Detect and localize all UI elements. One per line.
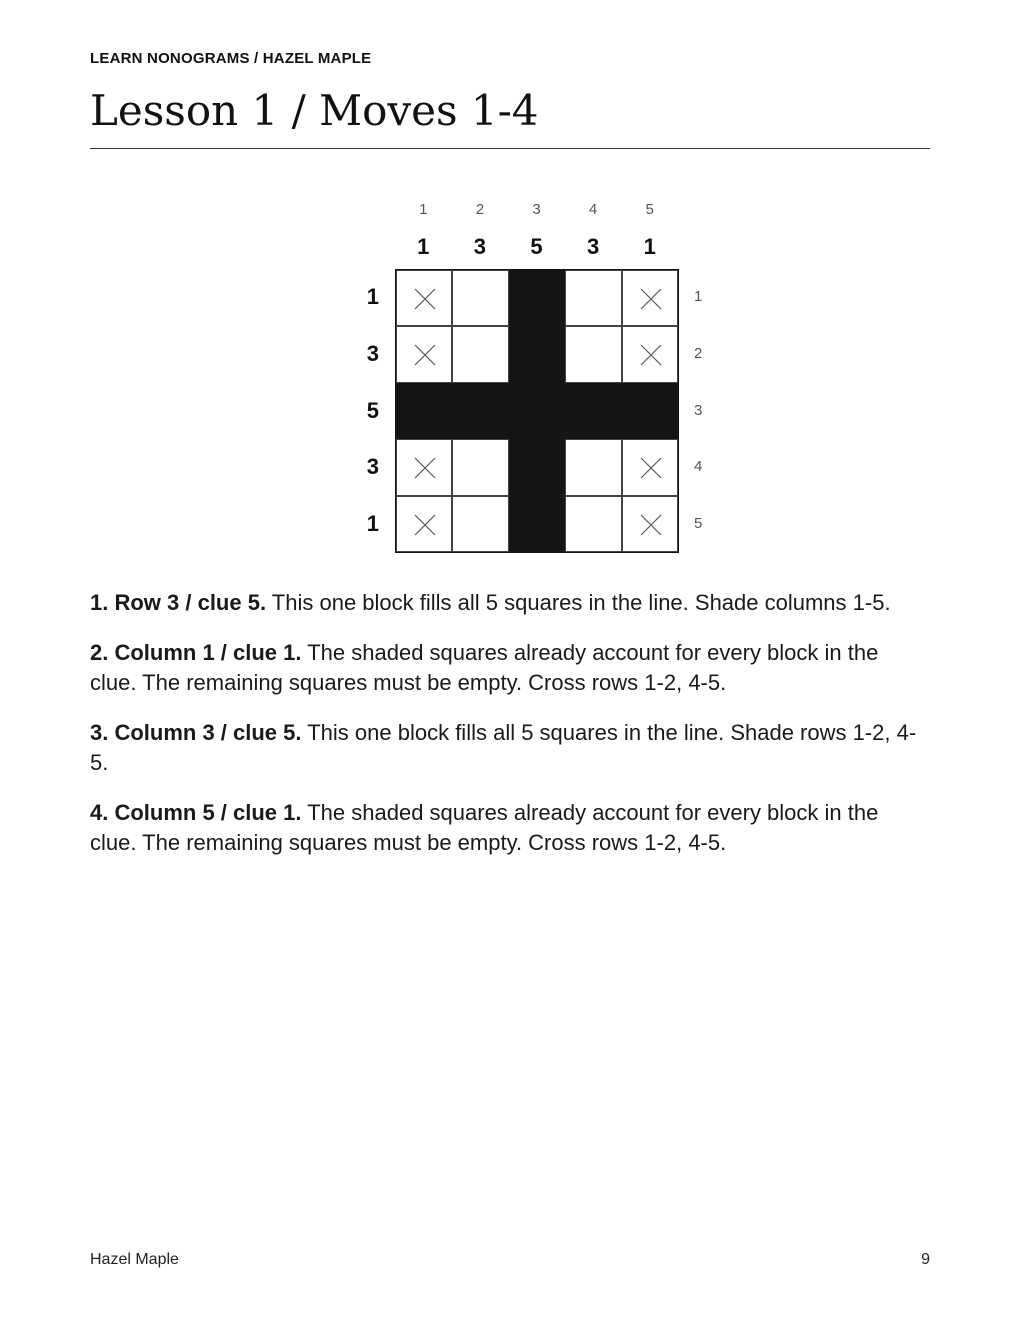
shaded-cell[interactable] <box>509 326 565 382</box>
crossed-cell[interactable] <box>622 326 678 382</box>
empty-cell[interactable] <box>452 326 508 382</box>
row-clue-5: 1 <box>366 510 379 536</box>
cross-mark-icon <box>623 271 679 327</box>
row-index-1: 1 <box>694 288 703 306</box>
cross-mark-icon <box>623 440 679 496</box>
crossed-cell[interactable] <box>622 439 678 495</box>
shaded-cell[interactable] <box>452 383 508 439</box>
move-step-4 <box>90 798 930 858</box>
column-clue-5: 1 <box>643 234 656 259</box>
empty-cell[interactable] <box>452 439 508 495</box>
crossed-cell[interactable] <box>622 496 678 552</box>
crossed-cell[interactable] <box>396 270 452 326</box>
row-index-3: 3 <box>694 401 703 419</box>
cross-mark-icon <box>397 497 453 553</box>
empty-cell[interactable] <box>565 326 621 382</box>
cross-mark-icon <box>397 440 453 496</box>
nonogram-grid <box>395 269 679 553</box>
column-index-5: 5 <box>645 201 654 218</box>
move-step-label: 3. Column 3 / clue 5. <box>90 720 302 745</box>
nonogram-puzzle <box>90 0 930 560</box>
column-clue-4: 3 <box>586 234 600 259</box>
shaded-cell[interactable] <box>509 383 565 439</box>
empty-cell[interactable] <box>452 496 508 552</box>
column-clue-2: 3 <box>473 234 487 259</box>
row-clue-4: 3 <box>366 454 379 480</box>
crossed-cell[interactable] <box>396 496 452 552</box>
move-step-label: 2. Column 1 / clue 1. <box>90 640 302 665</box>
row-clue-2: 3 <box>366 340 379 366</box>
column-clue-3: 5 <box>530 234 543 259</box>
move-step-label: 4. Column 5 / clue 1. <box>90 800 302 825</box>
column-index-2: 2 <box>475 201 485 218</box>
empty-cell[interactable] <box>565 496 621 552</box>
column-index-3: 3 <box>532 201 541 218</box>
page-title: Lesson 1 / Moves 1-4 <box>90 86 539 135</box>
page <box>90 0 930 1320</box>
row-clue-3: 5 <box>366 397 379 423</box>
row-index-5: 5 <box>694 514 703 532</box>
cross-mark-icon <box>397 271 453 327</box>
column-index-4: 4 <box>588 201 598 218</box>
cross-mark-icon <box>623 497 679 553</box>
column-clue-1: 1 <box>417 234 430 259</box>
cross-mark-icon <box>623 327 679 383</box>
crossed-cell[interactable] <box>622 270 678 326</box>
move-step-2 <box>90 638 930 698</box>
row-clue-1: 1 <box>366 284 379 310</box>
move-step-3 <box>90 718 930 778</box>
empty-cell[interactable] <box>565 439 621 495</box>
column-index-1: 1 <box>419 201 428 218</box>
row-index-4: 4 <box>694 458 703 476</box>
move-step-1 <box>90 588 930 618</box>
footer-author: Hazel Maple <box>90 1251 179 1268</box>
shaded-cell[interactable] <box>509 496 565 552</box>
row-index-2: 2 <box>694 344 703 362</box>
move-step-text: This one block fills all 5 squares in the line. Shade columns 1-5. <box>266 590 891 615</box>
crossed-cell[interactable] <box>396 326 452 382</box>
empty-cell[interactable] <box>565 270 621 326</box>
shaded-cell[interactable] <box>509 270 565 326</box>
move-step-label: 1. Row 3 / clue 5. <box>90 590 267 615</box>
running-header: LEARN NONOGRAMS / HAZEL MAPLE <box>90 50 372 67</box>
move-step-text: The shaded squares already account for every block in the clue. The remaining squares must be empty. Cross rows 1-2, 4-5. <box>90 800 879 855</box>
move-steps <box>90 588 930 878</box>
shaded-cell[interactable] <box>396 383 452 439</box>
shaded-cell[interactable] <box>565 383 621 439</box>
cross-mark-icon <box>397 327 453 383</box>
move-step-text: This one block fills all 5 squares in the line. Shade rows 1-2, 4-5. <box>90 720 917 775</box>
shaded-cell[interactable] <box>509 439 565 495</box>
empty-cell[interactable] <box>452 270 508 326</box>
page-number: 9 <box>921 1251 930 1268</box>
move-step-text: The shaded squares already account for every block in the clue. The remaining squares must be empty. Cross rows 1-2, 4-5. <box>90 640 879 695</box>
crossed-cell[interactable] <box>396 439 452 495</box>
shaded-cell[interactable] <box>622 383 678 439</box>
